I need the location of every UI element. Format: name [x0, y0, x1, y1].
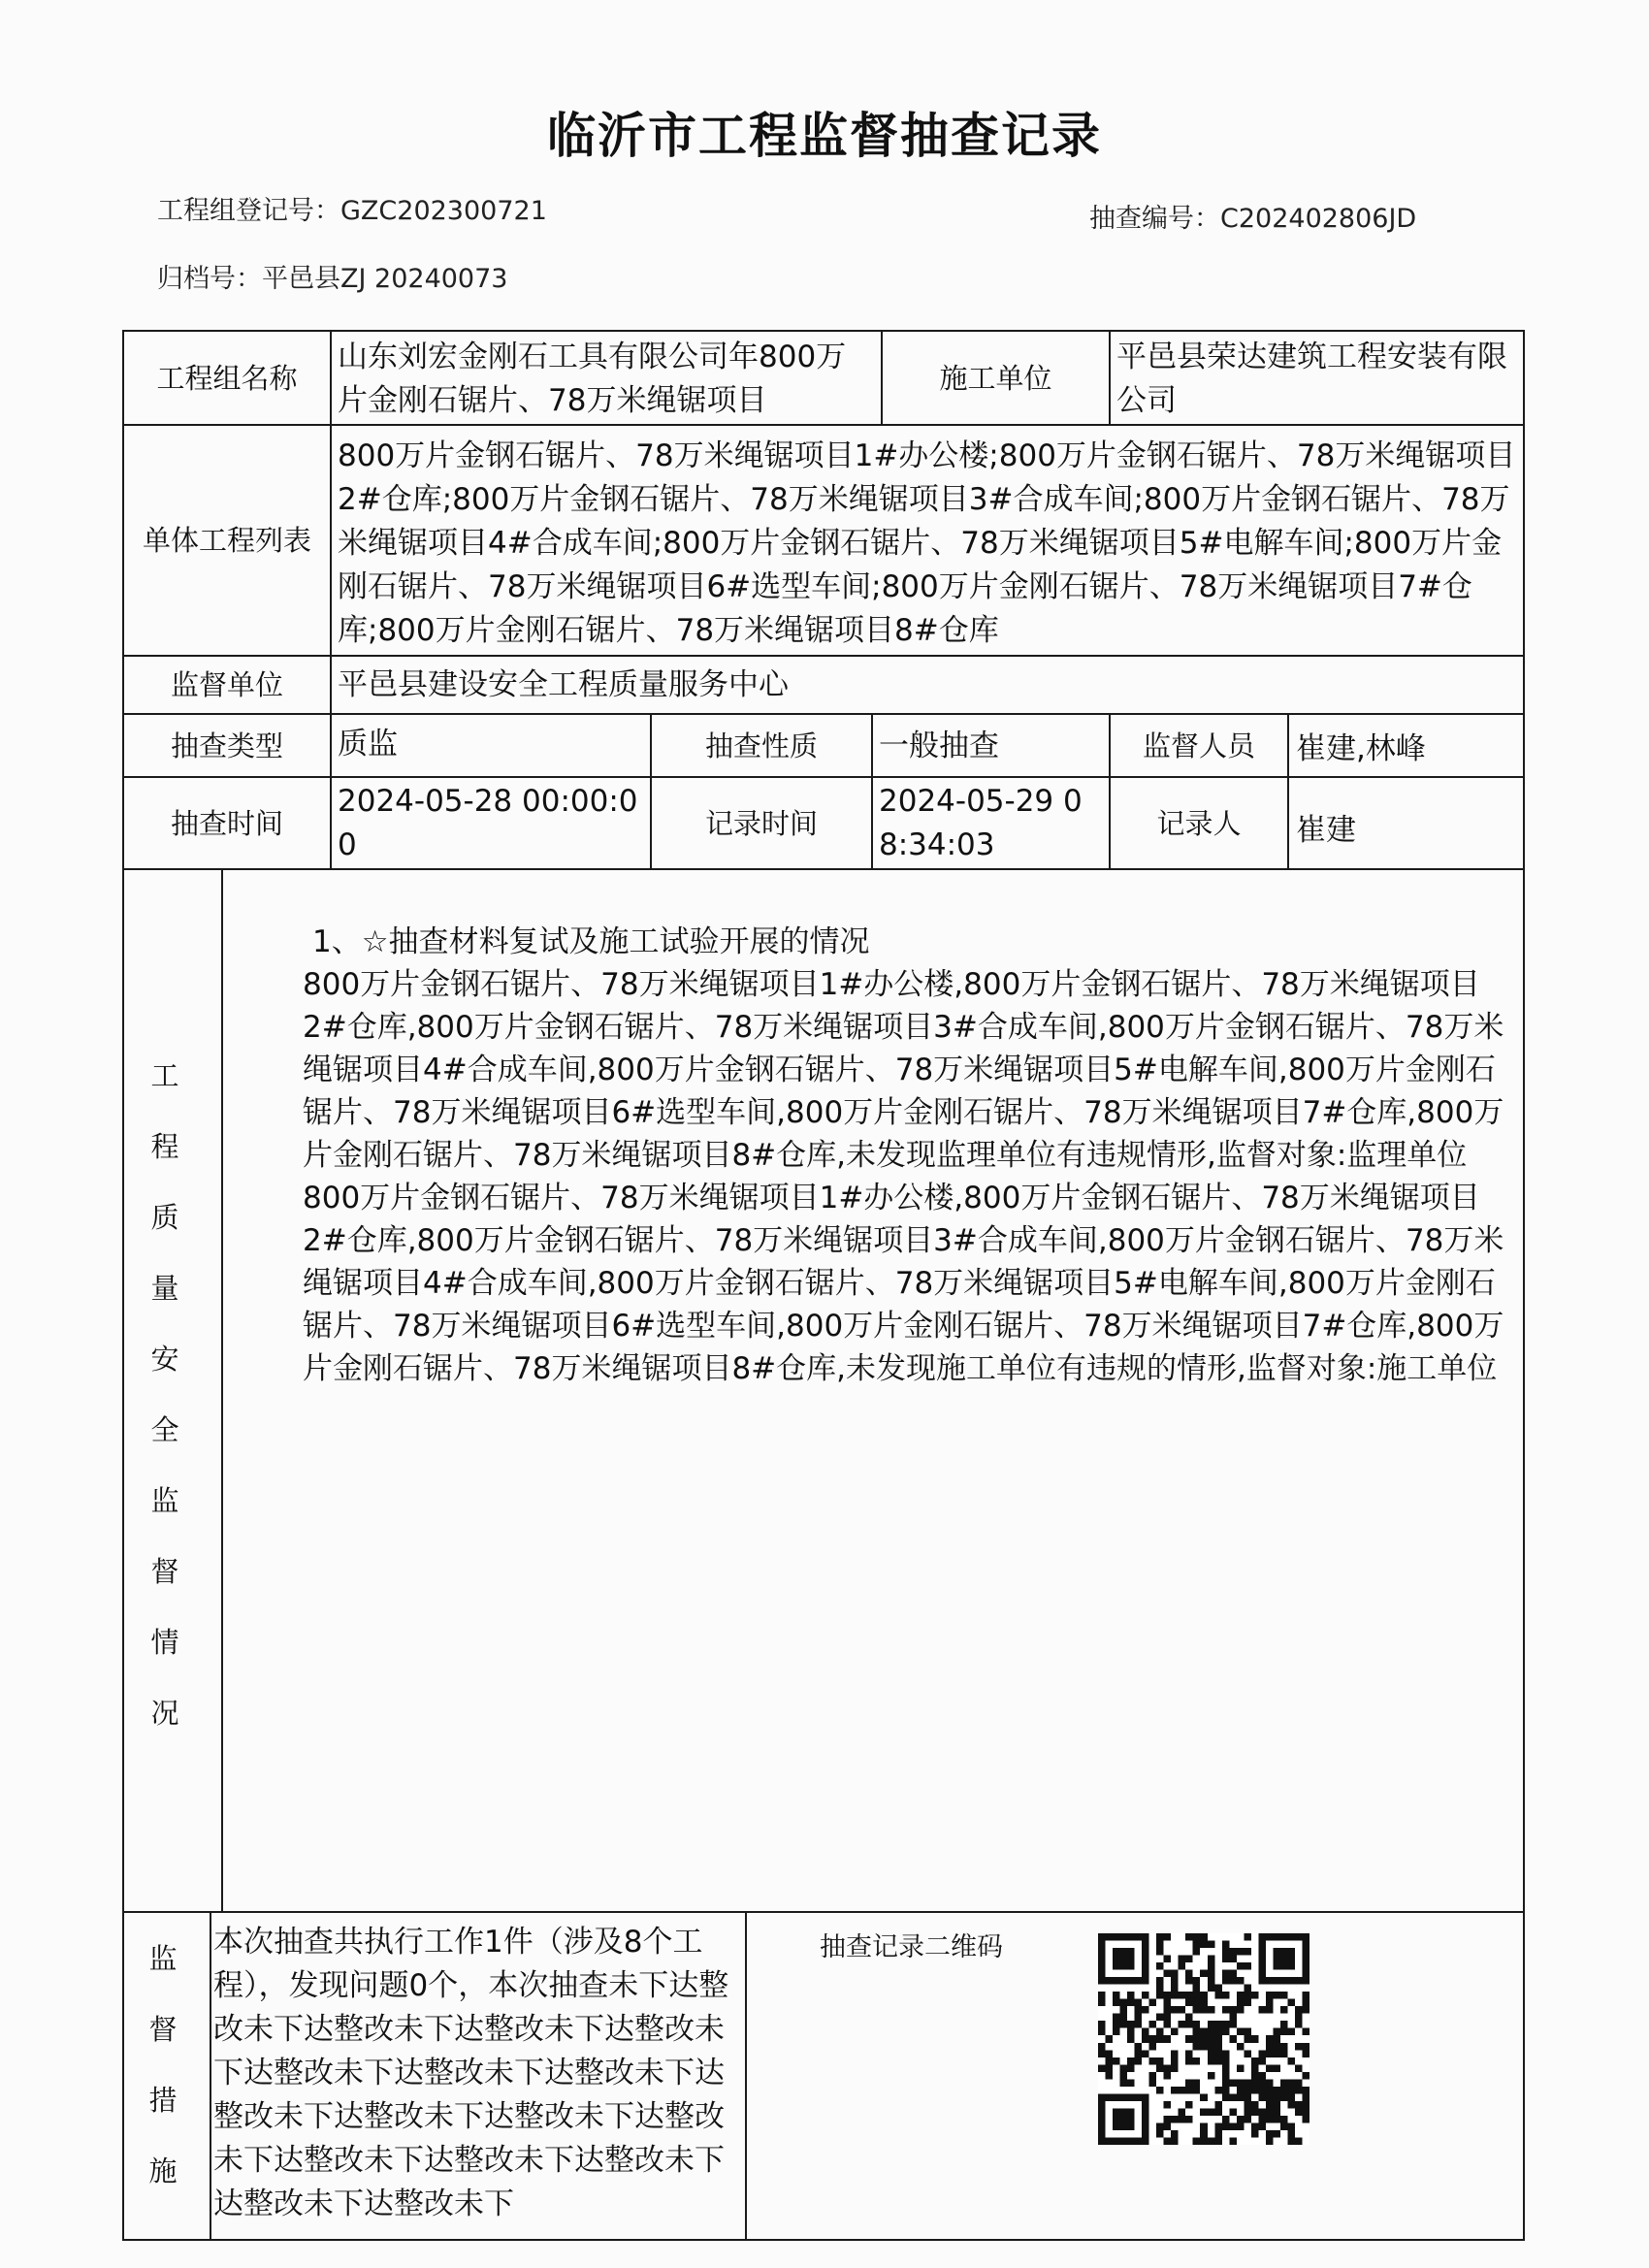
row-divider: [122, 655, 1525, 657]
situation-heading: 1、☆抽查材料复试及施工试验开展的情况: [312, 924, 870, 959]
measures-label: 监 督 措 施: [148, 1942, 178, 2187]
recorder-value: 崔建: [1296, 813, 1356, 848]
check-nature-value: 一般抽查: [879, 729, 999, 763]
check-number: 抽查编号：C202402806JD: [1089, 204, 1417, 234]
col-divider: [745, 1911, 747, 2241]
units-value: 800万片金钢石锯片、78万米绳锯项目1#办公楼;800万片金钢石锯片、78万米绳锯项目2#仓库;800万片金钢石锯片、78万米绳锯项目3#合成车间;800万片金钢石锯片、78万米绳锯项目4#合成车间;800万片金钢石锯片、78万米绳锯项目5#电解车间;800万片金刚石锯片、78万米绳锯项目6#选型车间;800万片金刚石锯片、78万米绳锯项目7#仓库;800万片金刚石锯片、78万米绳锯项目8#仓库: [338, 438, 1516, 648]
recorder-label: 记录人: [1156, 806, 1242, 840]
situation-paragraph-supervision: 800万片金钢石锯片、78万米绳锯项目1#办公楼,800万片金钢石锯片、78万米绳锯项目2#仓库,800万片金钢石锯片、78万米绳锯项目3#合成车间,800万片金钢石锯片、78万米绳锯项目4#合成车间,800万片金钢石锯片、78万米绳锯项目5#电解车间,800万片金刚石锯片、78万米绳锯项目6#选型车间,800万片金刚石锯片、78万米绳锯项目7#仓库,800万片金刚石锯片、78万米绳锯项目8#仓库,未发现监理单位有违规情形,监督对象:监理单位: [303, 967, 1504, 1173]
row-divider: [122, 868, 1525, 870]
situation-paragraph-construction: 800万片金钢石锯片、78万米绳锯项目1#办公楼,800万片金钢石锯片、78万米绳锯项目2#仓库,800万片金钢石锯片、78万米绳锯项目3#合成车间,800万片金钢石锯片、78万米绳锯项目4#合成车间,800万片金钢石锯片、78万米绳锯项目5#电解车间,800万片金刚石锯片、78万米绳锯项目6#选型车间,800万片金刚石锯片、78万米绳锯项目7#仓库,800万片金刚石锯片、78万米绳锯项目8#仓库,未发现施工单位有违规的情形,监督对象:施工单位: [303, 1181, 1504, 1386]
col-divider: [221, 868, 223, 1911]
table-border-top: [122, 330, 1525, 332]
builder-label: 施工单位: [939, 361, 1052, 395]
table-border-bottom: [122, 2239, 1525, 2241]
builder-value: 平邑县荣达建筑工程安装有限公司: [1116, 340, 1507, 418]
units-label: 单体工程列表: [142, 524, 311, 557]
check-type-value: 质监: [338, 727, 398, 761]
col-divider: [871, 713, 873, 868]
inspectors-value: 崔建,林峰: [1296, 731, 1426, 766]
supervisor-org-label: 监督单位: [170, 668, 283, 701]
archive-number: 归档号：平邑县ZJ 20240073: [157, 264, 508, 294]
qr-label: 抽查记录二维码: [820, 1932, 1003, 1962]
col-divider: [210, 1911, 211, 2241]
registration-number: 工程组登记号：GZC202300721: [157, 196, 547, 226]
col-divider: [1109, 330, 1111, 424]
supervisor-org-value: 平邑县建设安全工程质量服务中心: [338, 667, 789, 702]
situation-label: 工 程 质 量 安 全 监 督 情 况: [150, 1059, 179, 1730]
page-title: 临沂市工程监督抽查记录: [547, 108, 1102, 164]
record-time-value: 2024-05-29 08:34:03: [879, 784, 1083, 862]
col-divider: [1287, 713, 1289, 868]
check-time-label: 抽查时间: [170, 806, 283, 840]
project-label: 工程组名称: [156, 361, 298, 395]
row-divider: [122, 1911, 1525, 1913]
row-divider: [122, 424, 1525, 426]
col-divider: [330, 330, 332, 868]
inspectors-label: 监督人员: [1142, 729, 1255, 762]
measures-value: 本次抽查共执行工作1件（涉及8个工程），发现问题0个，本次抽查未下达整改未下达整改未下达整改未下达整改未下达整改未下达整改未下达整改未下达整改未下达整改未下达整改未下达整改未下达整改未下达整改未下达整改未下达整改未下达整改未下: [213, 1925, 729, 2221]
check-nature-label: 抽查性质: [704, 729, 818, 762]
qr-code-icon: [1098, 1933, 1310, 2145]
table-border-right: [1523, 330, 1525, 2241]
project-value: 山东刘宏金刚石工具有限公司年800万片金刚石锯片、78万米绳锯项目: [338, 340, 847, 418]
situation-content: [303, 921, 1515, 1390]
record-time-label: 记录时间: [704, 806, 818, 840]
check-type-label: 抽查类型: [170, 729, 283, 762]
check-time-value: 2024-05-28 00:00:00: [338, 784, 638, 862]
